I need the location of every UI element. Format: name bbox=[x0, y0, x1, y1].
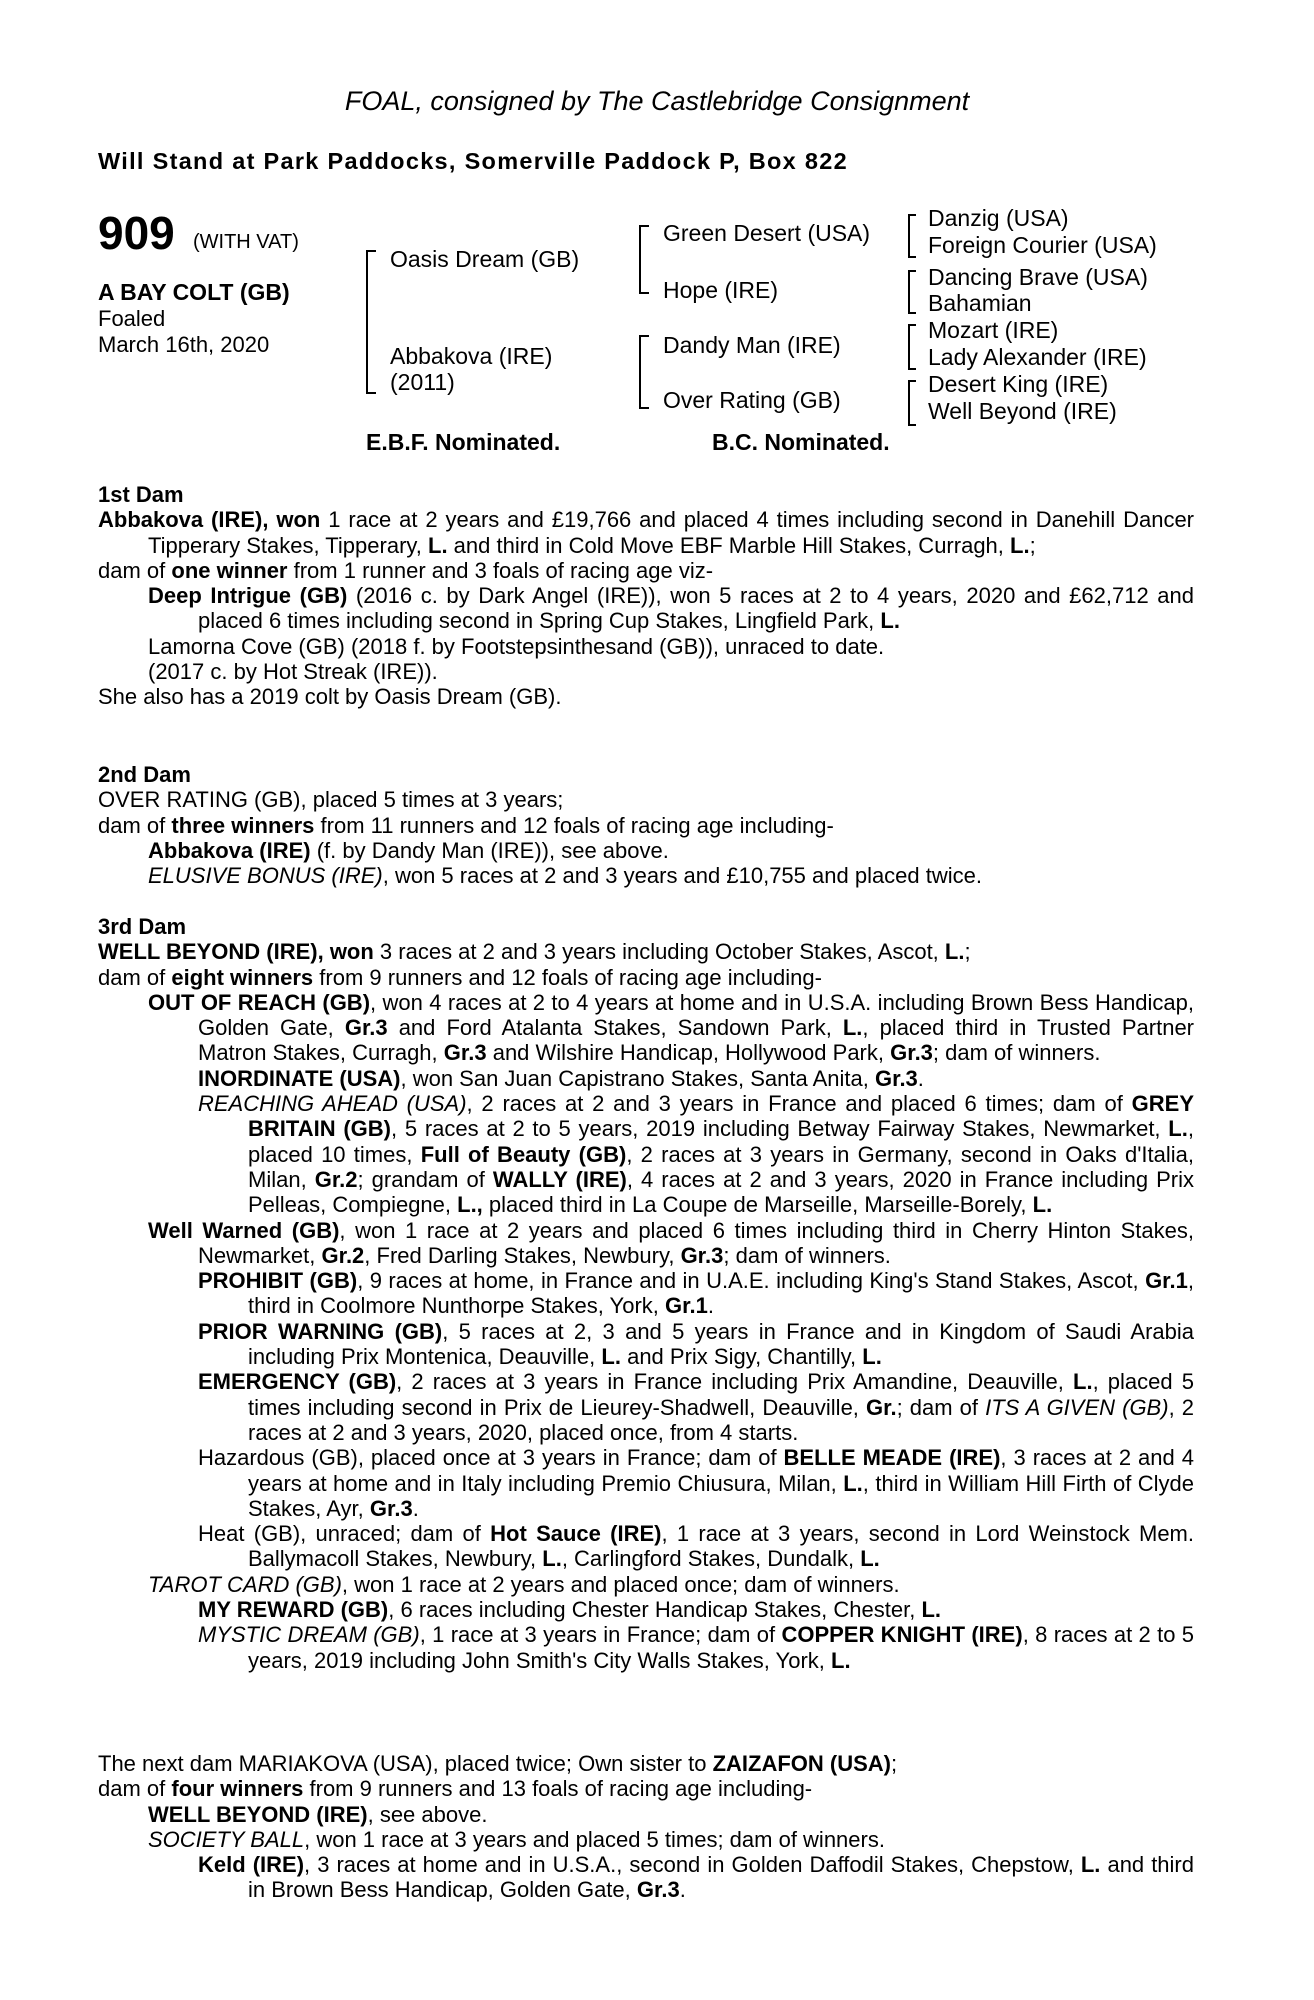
sire-sire: Green Desert (USA) bbox=[663, 220, 871, 246]
produce-prior-warning: PRIOR WARNING (GB), 5 races at 2, 3 and 5 years in France and in Kingdom of Saudi Arabia including Prix Montenica, Deauville, L. and Prix Sigy, Chantilly, L. bbox=[198, 1318, 1194, 1370]
ggp-1: Danzig (USA) bbox=[928, 205, 1069, 231]
pedigree-brace-dam bbox=[639, 335, 649, 409]
produce-prohibit: PROHIBIT (GB), 9 races at home, in France and in U.A.E. including King's Stand Stakes, Ascot, Gr.1, third in Coolmore Nunthorpe Stakes, York, Gr.1. bbox=[198, 1268, 1194, 1319]
produce-well-warned: Well Warned (GB), won 1 race at 2 years and placed 6 times including third in Cherry Hinton Stakes, Newmarket, Gr.2, Fred Darling Stakes, Newbury, Gr.3; dam of winners. bbox=[148, 1217, 1195, 1268]
ggp-5: Mozart (IRE) bbox=[928, 317, 1059, 343]
produce-2017-colt: (2017 c. by Hot Streak (IRE)). bbox=[148, 659, 438, 685]
produce-hazardous: Hazardous (GB), placed once at 3 years in France; dam of BELLE MEADE (IRE), 3 races at 2 and 4 years at home and in Italy including Premio Chiusura, Milan, L., third in William Hill Firth of Clyde Stakes, Ayr, Gr.3. bbox=[198, 1445, 1195, 1521]
produce-reaching-ahead: REACHING AHEAD (USA), 2 races at 2 and 3 years in France and placed 6 times; dam of GREY BRITAIN (GB), 5 races at 2 to 5 years, 2019 including Betway Fairway Stakes, Newmarket, L., placed 10 times, Full of Beauty (GB), 2 races at 3 years in Germany, second in Oaks d'Italia, Milan, Gr.2; grandam of WALLY (IRE), 4 races at 2 and 3 years, 2020 in France including Prix Pelleas, Compiegne, L., placed third in La Coupe de Marseille, Marseille-Borely, L. bbox=[198, 1091, 1195, 1218]
produce-out-of-reach: OUT OF REACH (GB), won 4 races at 2 to 4 years at home and in U.S.A. including Brown Bess Handicap, Golden Gate, Gr.3 and Ford Atalanta Stakes, Sandown Park, L., placed third in Trusted Partner Matron Stakes, Curragh, Gr.3 and Wilshire Handicap, Hollywood Park, Gr.3; dam of winners. bbox=[148, 989, 1195, 1066]
third-dam-heading: 3rd Dam bbox=[98, 914, 187, 939]
produce-heat: Heat (GB), unraced; dam of Hot Sauce (IRE), 1 race at 3 years, second in Lord Weinstock Mem. Ballymacoll Stakes, Newbury, L., Carlingford Stakes, Dundalk, L. bbox=[198, 1521, 1194, 1572]
foaled-date: March 16th, 2020 bbox=[98, 332, 270, 357]
produce-mystic-dream: MYSTIC DREAM (GB), 1 race at 3 years in France; dam of COPPER KNIGHT (IRE), 8 races at 2 to 5 years, 2019 including John Smith's City Walls Stakes, York, L. bbox=[198, 1622, 1195, 1673]
ggp-2: Foreign Courier (USA) bbox=[928, 232, 1157, 258]
pedigree-brace-sire bbox=[639, 225, 649, 294]
dam: Abbakova (IRE) bbox=[390, 343, 553, 369]
second-dam-heading: 2nd Dam bbox=[98, 762, 191, 787]
first-dam-note: She also has a 2019 colt by Oasis Dream (GB). bbox=[98, 684, 562, 710]
next-dam-record: The next dam MARIAKOVA (USA), placed twice; Own sister to ZAIZAFON (USA); bbox=[98, 1751, 898, 1776]
produce-lamorna-cove: Lamorna Cove (GB) (2018 f. by Footstepsinthesand (GB)), unraced to date. bbox=[148, 633, 885, 659]
sire: Oasis Dream (GB) bbox=[390, 246, 580, 272]
produce-deep-intrigue: Deep Intrigue (GB) (2016 c. by Dark Angel (IRE)), won 5 races at 2 to 4 years, 2020 and £62,712 and placed 6 times including second in Spring Cup Stakes, Lingfield Park, L. bbox=[148, 583, 1194, 634]
lot-description: A BAY COLT (GB) bbox=[98, 279, 290, 305]
produce-society-ball: SOCIETY BALL, won 1 race at 3 years and placed 5 times; dam of winners. bbox=[148, 1826, 885, 1852]
stand-location: Will Stand at Park Paddocks, Somerville Paddock P, Box 822 bbox=[98, 148, 848, 174]
pedigree-brace-g2 bbox=[908, 270, 916, 314]
produce-keld: Keld (IRE), 3 races at home and in U.S.A., second in Golden Daffodil Stakes, Chepstow, L. and third in Brown Bess Handicap, Golden Gate, Gr.3. bbox=[198, 1852, 1194, 1903]
ggp-3: Dancing Brave (USA) bbox=[928, 264, 1148, 290]
produce-well-beyond: WELL BEYOND (IRE), see above. bbox=[148, 1801, 488, 1827]
dam-dam: Over Rating (GB) bbox=[663, 387, 841, 413]
pedigree-brace-main bbox=[366, 250, 376, 394]
produce-emergency: EMERGENCY (GB), 2 races at 3 years in France including Prix Amandine, Deauville, L., placed 5 times including second in Prix de Lieurey-Shadwell, Deauville, Gr.; dam of ITS A GIVEN (GB), 2 races at 2 and 3 years, 2020, placed once, from 4 starts. bbox=[198, 1369, 1194, 1445]
third-dam-record: WELL BEYOND (IRE), won 3 races at 2 and 3 years including October Stakes, Ascot, L.; bbox=[98, 939, 971, 965]
produce-inordinate: INORDINATE (USA), won San Juan Capistrano Stakes, Santa Anita, Gr.3. bbox=[198, 1065, 924, 1091]
vat-label: (WITH VAT) bbox=[193, 231, 299, 253]
first-dam-heading: 1st Dam bbox=[98, 482, 184, 507]
next-dam-produce-summary: dam of four winners from 9 runners and 13 foals of racing age including- bbox=[98, 1776, 813, 1802]
produce-abbakova: Abbakova (IRE) (f. by Dandy Man (IRE)), see above. bbox=[148, 837, 669, 863]
pedigree-brace-g4 bbox=[908, 380, 916, 426]
sire-dam: Hope (IRE) bbox=[663, 277, 779, 303]
ggp-6: Lady Alexander (IRE) bbox=[928, 344, 1147, 370]
ebf-nominated: E.B.F. Nominated. bbox=[366, 429, 561, 455]
second-dam-produce-summary: dam of three winners from 11 runners and 12 foals of racing age including- bbox=[98, 812, 834, 838]
bc-nominated: B.C. Nominated. bbox=[712, 429, 890, 455]
dam-year: (2011) bbox=[390, 369, 455, 395]
pedigree-brace-g3 bbox=[908, 324, 916, 370]
ggp-7: Desert King (IRE) bbox=[928, 371, 1109, 397]
first-dam-section bbox=[98, 482, 1194, 710]
ggp-8: Well Beyond (IRE) bbox=[928, 398, 1117, 424]
third-dam-section bbox=[98, 914, 1194, 1673]
first-dam-produce-summary: dam of one winner from 1 runner and 3 foals of racing age viz- bbox=[98, 557, 714, 583]
pedigree-brace-g1 bbox=[908, 214, 916, 258]
produce-elusive-bonus: ELUSIVE BONUS (IRE), won 5 races at 2 and 3 years and £10,755 and placed twice. bbox=[148, 863, 983, 889]
second-dam-record: OVER RATING (GB), placed 5 times at 3 years; bbox=[98, 787, 564, 813]
third-dam-produce-summary: dam of eight winners from 9 runners and 12 foals of racing age including- bbox=[98, 964, 822, 990]
ggp-4: Bahamian bbox=[928, 290, 1032, 316]
lot-number: 909 bbox=[98, 207, 175, 259]
second-dam-section bbox=[98, 762, 1194, 888]
next-dam-section bbox=[98, 1751, 1194, 1903]
first-dam-record: Abbakova (IRE), won 1 race at 2 years and £19,766 and placed 4 times including second in Danehill Dancer Tipperary Stakes, Tipperary, L. and third in Cold Move EBF Marble Hill Stakes, Curragh, L.; bbox=[98, 507, 1195, 558]
produce-tarot-card: TAROT CARD (GB), won 1 race at 2 years and placed once; dam of winners. bbox=[148, 1571, 900, 1597]
produce-my-reward: MY REWARD (GB), 6 races including Chester Handicap Stakes, Chester, L. bbox=[198, 1597, 941, 1623]
consignor-line: FOAL, consigned by The Castlebridge Consignment bbox=[344, 86, 970, 116]
dam-sire: Dandy Man (IRE) bbox=[663, 332, 841, 358]
foaled-label: Foaled bbox=[98, 306, 166, 331]
